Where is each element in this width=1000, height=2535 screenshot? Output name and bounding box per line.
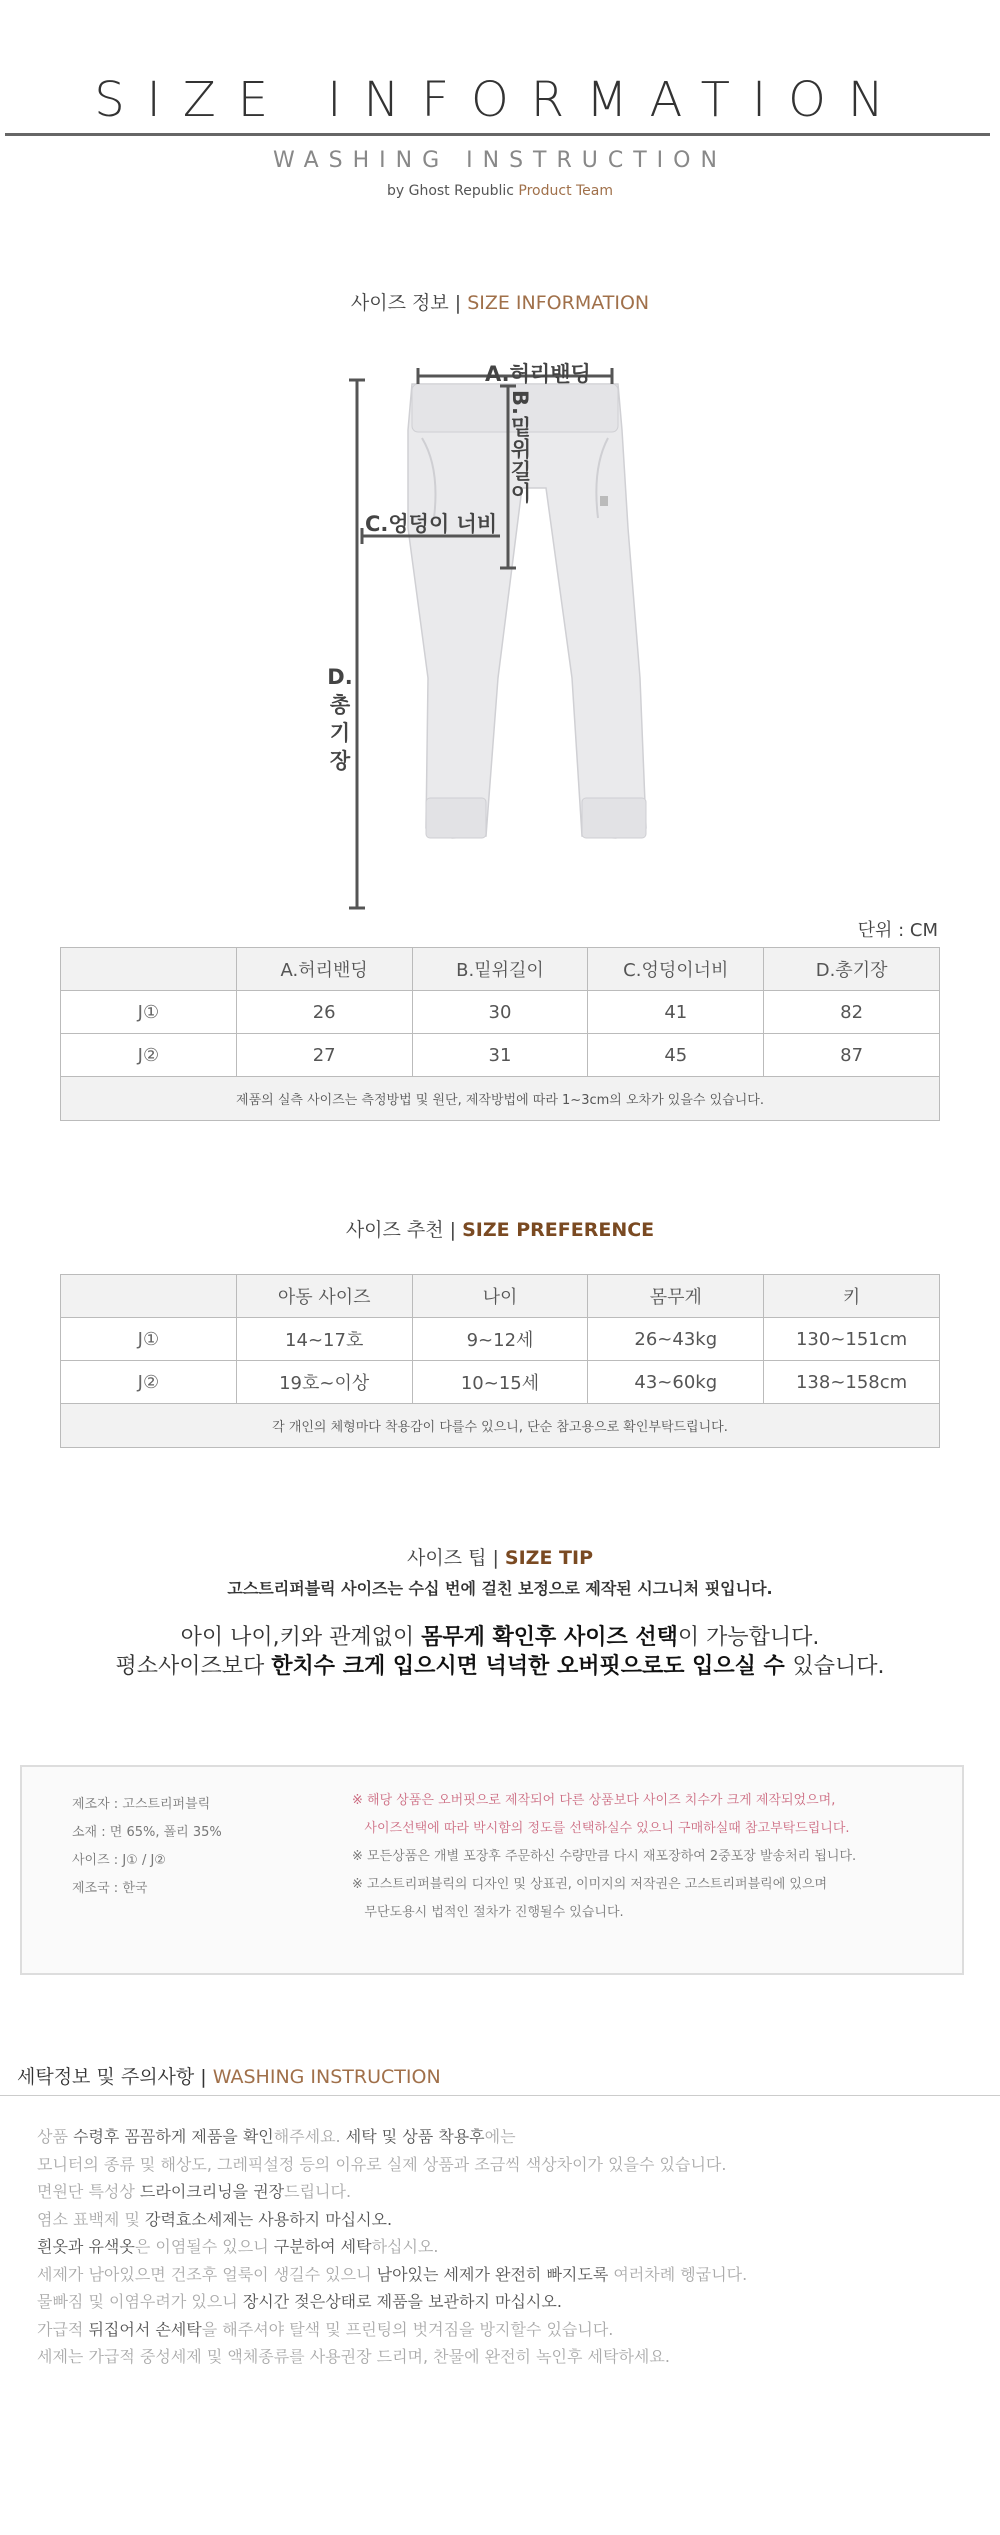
- table-cell: J①: [61, 991, 237, 1034]
- table-cell: 138~158cm: [764, 1361, 940, 1404]
- table-header-cell: C.엉덩이너비: [588, 948, 764, 991]
- washing-line: [37, 2288, 747, 2316]
- unit-label: 단위 : CM: [857, 920, 938, 941]
- washing-divider: [0, 2095, 1000, 2096]
- washing-segment: 에는: [484, 2127, 516, 2146]
- table-cell: 10~15세: [412, 1361, 588, 1404]
- pants-measurement-diagram: [300, 358, 720, 918]
- washing-segment: 상품: [37, 2127, 73, 2146]
- tip-segment: 이 가능합니다.: [677, 1625, 820, 1650]
- washing-segment-emphasis: 장시간 젖은상태로 제품을 보관하지 마십시오.: [242, 2292, 562, 2311]
- table-header-cell: 키: [764, 1275, 940, 1318]
- byline-prefix: by Ghost Republic: [386, 183, 514, 199]
- size-info-title: [0, 288, 1000, 315]
- size-tip-title: [0, 1543, 1000, 1570]
- washing-segment-emphasis: 구분하여 세탁: [273, 2237, 372, 2256]
- washing-line: [37, 2261, 747, 2289]
- size-pref-title-en: SIZE PREFERENCE: [462, 1219, 655, 1241]
- table-cell: 31: [412, 1034, 588, 1077]
- size-tip-bold-line: 고스트리퍼블릭 사이즈는 수십 번에 걸친 보정으로 제작된 시그니처 핏입니다.: [227, 1579, 773, 1598]
- title-divider: [5, 133, 990, 136]
- table-cell: 43~60kg: [588, 1361, 764, 1404]
- notice-line: ※ 해당 상품은 오버핏으로 제작되어 다른 상품보다 사이즈 치수가 크게 제작되었으며,: [352, 1793, 836, 1808]
- size-pref-title-ko: 사이즈 추천: [345, 1219, 444, 1241]
- table-cell: 30: [412, 991, 588, 1034]
- table-cell: 82: [764, 991, 940, 1034]
- table-cell: 87: [764, 1034, 940, 1077]
- table-cell: J②: [61, 1361, 237, 1404]
- washing-segment: 은 이염될수 있으니: [134, 2237, 274, 2256]
- size-info-title-ko: 사이즈 정보: [350, 292, 449, 314]
- washing-segment: 드립니다.: [284, 2182, 352, 2201]
- product-info-box: [20, 1765, 964, 1975]
- notice-line: ※ 고스트리퍼블릭의 디자인 및 상표권, 이미지의 저작권은 고스트리퍼블릭에 있으며: [352, 1877, 828, 1892]
- table-row: [61, 1318, 940, 1361]
- label-waist-banding: A.허리밴딩: [485, 362, 591, 386]
- washing-segment-emphasis: 세탁 및 상품 착용후: [345, 2127, 485, 2146]
- tip-segment: 아이 나이,키와 관계없이: [180, 1625, 422, 1650]
- size-tip-line-2: [0, 1649, 1000, 1680]
- table-row: [61, 1034, 940, 1077]
- tip-segment: 있습니다.: [792, 1654, 885, 1679]
- washing-segment: 염소 표백제 및: [37, 2209, 145, 2229]
- table-header-cell: 몸무게: [588, 1275, 764, 1318]
- label-hip-width: C.엉덩이 너비: [365, 512, 498, 536]
- washing-segment: 하십시오.: [371, 2237, 439, 2256]
- spec-line: 사이즈 : J① / J②: [72, 1853, 166, 1868]
- table-row: [61, 991, 940, 1034]
- washing-line: [37, 2178, 747, 2206]
- page-subtitle: WASHING INSTRUCTION: [273, 148, 727, 173]
- washing-title: [17, 2062, 441, 2089]
- tip-segment: 평소사이즈보다: [115, 1654, 272, 1679]
- table-cell: 45: [588, 1034, 764, 1077]
- washing-segment: 여러차례 헹굽니다.: [608, 2264, 748, 2284]
- product-notice-list: [352, 1787, 856, 1927]
- table-cell: 27: [236, 1034, 412, 1077]
- size-pref-table: [60, 1274, 940, 1448]
- byline-accent: Product Team: [518, 183, 614, 199]
- table-note: 각 개인의 체형마다 착용감이 다를수 있으니, 단순 참고용으로 확인부탁드립니다.: [61, 1404, 940, 1448]
- size-info-table: [60, 947, 940, 1121]
- table-header-cell: 아동 사이즈: [236, 1275, 412, 1318]
- washing-segment: 가급적: [37, 2319, 89, 2339]
- washing-title-ko: 세탁정보 및 주의사항: [17, 2066, 195, 2088]
- table-note: 제품의 실측 사이즈는 측정방법 및 원단, 제작방법에 따라 1~3cm의 오차가 있을수 있습니다.: [61, 1077, 940, 1121]
- washing-line: [37, 2123, 747, 2151]
- size-tip-line-1: [0, 1620, 1000, 1651]
- size-pref-title-sep: |: [443, 1219, 463, 1241]
- page-title: SIZE INFORMATION: [94, 72, 906, 128]
- size-info-title-en: SIZE INFORMATION: [467, 292, 650, 314]
- table-cell: 19호~이상: [236, 1361, 412, 1404]
- washing-segment-emphasis: 드라이크리닝을 권장: [139, 2182, 285, 2201]
- table-header-row: [61, 1275, 940, 1318]
- washing-line: [37, 2233, 747, 2261]
- spec-line: 제조국 : 한국: [72, 1881, 148, 1896]
- table-note-row: [61, 1404, 940, 1448]
- table-cell: J②: [61, 1034, 237, 1077]
- table-note-row: [61, 1077, 940, 1121]
- washing-title-sep: |: [194, 2066, 213, 2088]
- washing-instruction-list: [37, 2123, 747, 2371]
- washing-segment: 을 해주셔야 탈색 및 프린팅의 벗겨짐을 방지할수 있습니다.: [201, 2319, 614, 2339]
- washing-segment: 해주세요.: [273, 2127, 346, 2146]
- washing-segment: 물빠짐 및 이염우려가 있으니: [37, 2292, 243, 2311]
- size-info-title-sep: |: [448, 292, 468, 314]
- label-rise: B.밑위길이: [508, 390, 532, 504]
- table-row: [61, 1361, 940, 1404]
- table-header-cell: B.밑위길이: [412, 948, 588, 991]
- notice-line: 무단도용시 법적인 절차가 진행될수 있습니다.: [352, 1905, 624, 1920]
- tip-segment-emphasis: 몸무게 확인후 사이즈 선택: [421, 1625, 678, 1650]
- table-cell: 9~12세: [412, 1318, 588, 1361]
- washing-segment: 세제는 가급적 중성세제 및 액체종류를 사용권장 드리며, 찬물에 완전히 녹인후 세탁하세요.: [37, 2347, 670, 2366]
- spec-line: 제조자 : 고스트리퍼블릭: [72, 1797, 211, 1812]
- size-pref-title: [0, 1215, 1000, 1242]
- washing-segment-emphasis: 흰옷과 유색옷: [37, 2237, 135, 2256]
- washing-segment: 면원단 특성상: [37, 2182, 140, 2201]
- table-cell: J①: [61, 1318, 237, 1361]
- washing-line: [37, 2206, 747, 2234]
- washing-segment-emphasis: 뒤집어서 손세탁: [88, 2319, 202, 2339]
- washing-line: [37, 2316, 747, 2344]
- notice-line: ※ 모든상품은 개별 포장후 주문하신 수량만큼 다시 재포장하여 2중포장 발송처리 됩니다.: [352, 1849, 857, 1864]
- washing-segment: 세제가 남아있으면 건조후 얼룩이 생길수 있으니: [37, 2264, 377, 2284]
- size-tip-title-ko: 사이즈 팁: [406, 1547, 487, 1569]
- table-header-cell: D.총기장: [764, 948, 940, 991]
- washing-line: [37, 2343, 747, 2371]
- table-header-row: [61, 948, 940, 991]
- washing-segment-emphasis: 수령후 꼼꼼하게 제품을 확인: [73, 2127, 274, 2146]
- notice-line: 사이즈선택에 따라 박시함의 정도를 선택하실수 있으니 구매하실때 참고부탁드립니다.: [352, 1821, 850, 1836]
- product-spec-list: [72, 1791, 222, 1903]
- tip-segment-emphasis: 한치수 크게 입으시면 넉넉한 오버핏으로도 입으실 수: [271, 1654, 793, 1679]
- table-cell: 26: [236, 991, 412, 1034]
- table-header-cell: [61, 948, 237, 991]
- washing-line: [37, 2151, 747, 2179]
- washing-title-en: WASHING INSTRUCTION: [212, 2066, 441, 2088]
- size-tip-title-en: SIZE TIP: [504, 1547, 594, 1569]
- washing-segment-emphasis: 남아있는 세제가 완전히 빠지도록: [376, 2264, 609, 2284]
- table-cell: 14~17호: [236, 1318, 412, 1361]
- size-tip-title-sep: |: [486, 1547, 505, 1569]
- table-header-cell: [61, 1275, 237, 1318]
- spec-line: 소재 : 면 65%, 폴리 35%: [72, 1825, 222, 1840]
- byline: [0, 183, 1000, 199]
- label-total-length: D.총기장: [327, 665, 353, 773]
- table-cell: 26~43kg: [588, 1318, 764, 1361]
- washing-segment-emphasis: 강력효소세제는 사용하지 마십시오.: [145, 2209, 393, 2229]
- table-cell: 41: [588, 991, 764, 1034]
- table-header-cell: A.허리밴딩: [236, 948, 412, 991]
- table-header-cell: 나이: [412, 1275, 588, 1318]
- washing-segment: 모니터의 종류 및 해상도, 그레픽설정 등의 이유로 실제 상품과 조금씩 색상차이가 있을수 있습니다.: [37, 2154, 727, 2174]
- table-cell: 130~151cm: [764, 1318, 940, 1361]
